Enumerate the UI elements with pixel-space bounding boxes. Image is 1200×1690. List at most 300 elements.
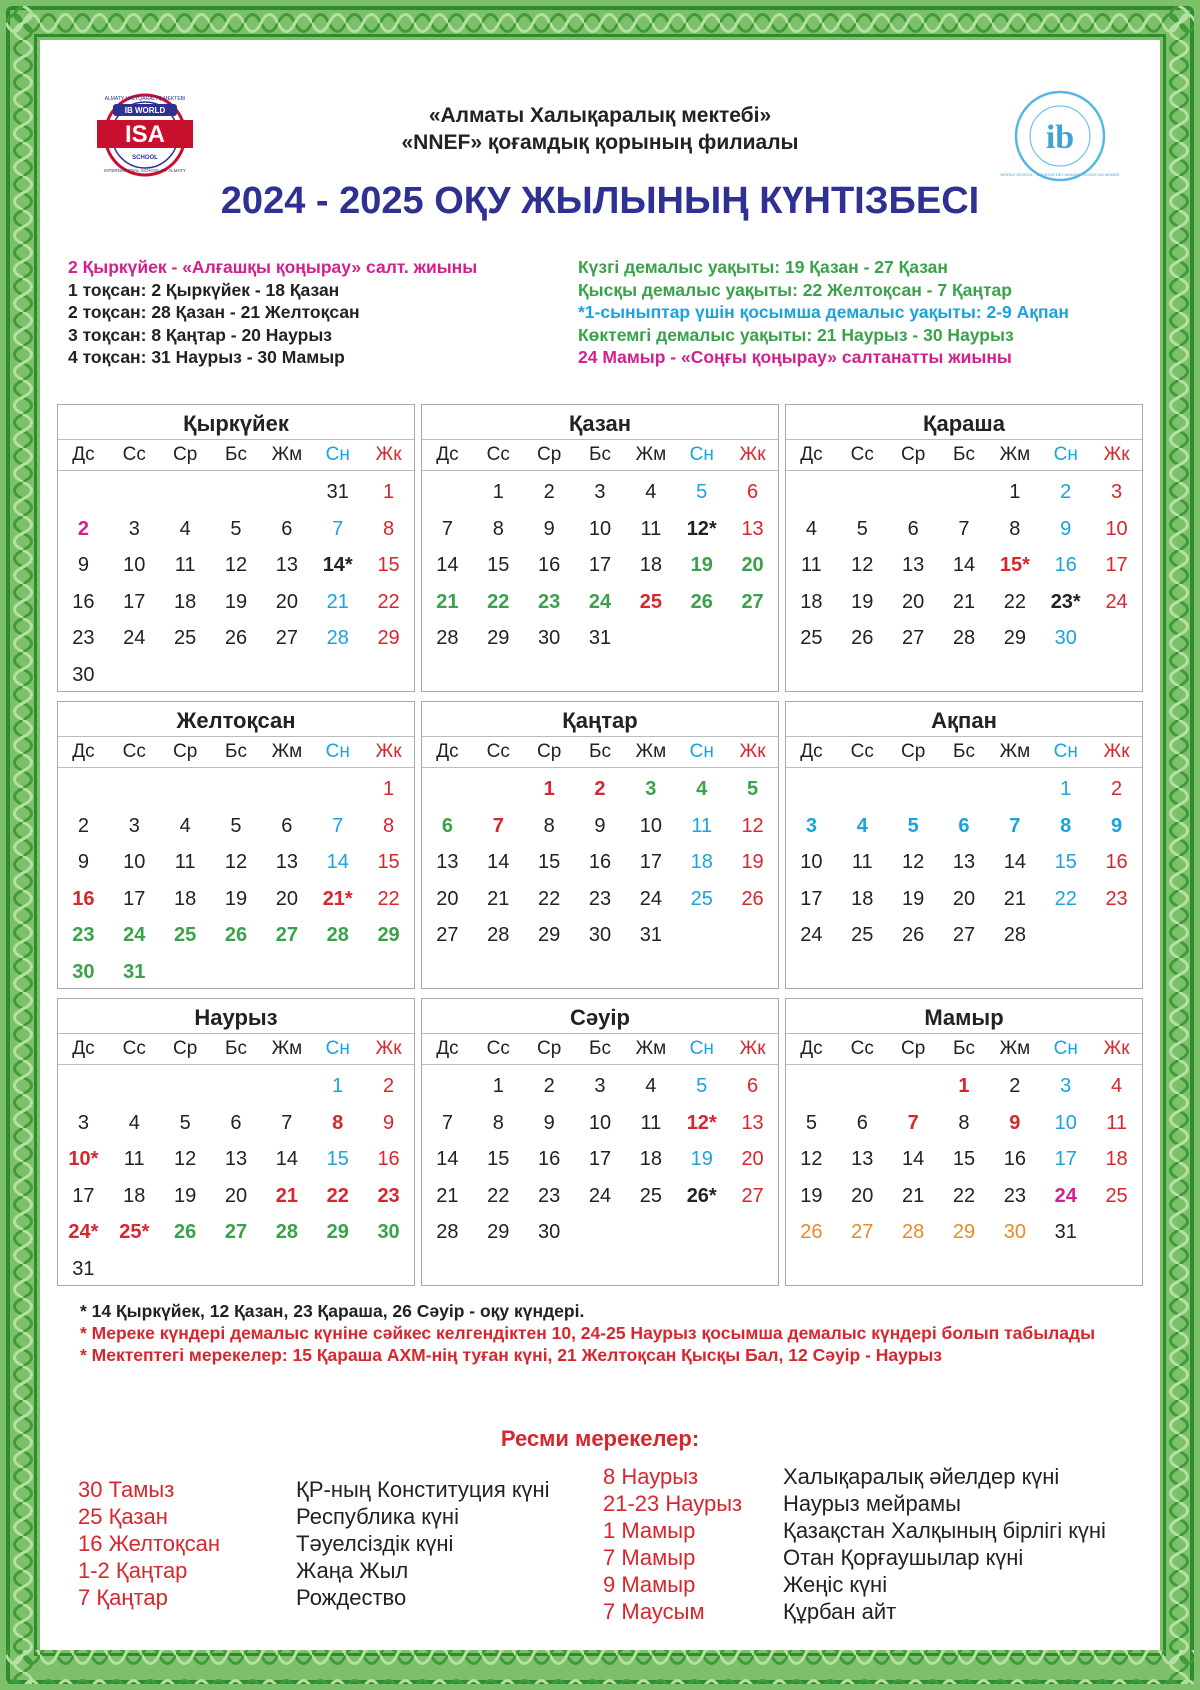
day-cell: 22 [377,887,400,910]
day-cell: 15 [326,1148,349,1171]
weekday-label: Жк [375,444,402,465]
holiday-name: Наурыз мейрамы [783,1491,961,1516]
month-calendar [785,404,1143,692]
weekday-label: Жк [739,741,766,762]
day-cell: 20 [436,887,459,910]
day-cell: 25* [119,1221,150,1244]
day-cell: 11 [174,851,196,874]
day-cell: 24 [1105,590,1128,613]
day-cell: 10 [1054,1111,1077,1134]
day-cell: 31 [123,960,146,983]
isa-logo-ring-bottom: INTERNATIONAL SCHOOL OF ALMATY [104,168,186,173]
weekday-label: Дс [436,444,459,465]
day-cell: 23* [1050,590,1081,613]
day-cell: 15 [487,554,510,577]
weekday-label: Дс [72,741,95,762]
month-calendar [785,998,1143,1286]
day-cell: 4 [179,814,191,837]
weekday-label: Жк [739,1038,766,1059]
day-cell: 2 [77,814,89,837]
holiday-date: 9 Мамыр [603,1572,696,1597]
day-cell: 30 [72,663,95,686]
day-cell: 7 [281,1111,293,1134]
day-cell: 2 [383,1075,395,1097]
holiday-dates-left [78,1476,220,1611]
day-cell: 16 [72,887,95,910]
day-cell: 1 [492,1075,504,1097]
month-name: Қаңтар [562,708,638,733]
day-grid [58,471,414,694]
holiday-date: 7 Маусым [603,1599,705,1624]
day-cell: 25 [174,924,197,947]
day-cell: 10 [639,814,662,837]
day-cell: 17 [1054,1148,1077,1171]
weekday-header [786,1033,1142,1065]
holiday-date: 21-23 Наурыз [603,1491,743,1516]
day-cell: 3 [128,814,140,837]
day-cell: 5 [230,517,242,540]
day-cell: 7 [492,814,504,837]
school-name: «Алматы Халықаралық мектебі» [428,104,772,127]
weekday-label: Ср [537,444,562,465]
day-cell: 14 [1003,851,1026,874]
ib-logo-ring: WORLD SCHOOL · COLEGIO DEL MUNDO · ÉCOLE DU MONDE [1000,172,1120,177]
weekday-label: Жм [635,1038,667,1059]
day-cell: 5 [747,778,759,800]
weekday-header [422,439,778,471]
day-cell: 1 [492,481,504,503]
day-cell: 14 [952,554,976,577]
day-cell: 2 [77,517,89,540]
weekday-label: Жм [999,444,1031,465]
day-cell: 4 [179,517,191,540]
day-cell: 1 [1009,481,1021,503]
day-cell: 2 [543,481,555,503]
day-cell: 28 [436,1221,459,1244]
day-cell: 16 [1105,851,1128,874]
day-cell: 22 [377,590,400,613]
day-cell: 12 [174,1148,197,1171]
day-cell: 17 [588,1148,612,1171]
footnotes [80,1300,1130,1366]
day-cell: 11 [174,554,196,577]
day-cell: 8 [492,1111,504,1134]
day-cell: 30 [377,1221,400,1244]
day-cell: 26 [851,627,874,650]
weekday-label: Сн [1053,741,1078,762]
day-cell: 10 [123,554,146,577]
day-cell: 22 [487,590,510,613]
day-cell: 7 [907,1111,919,1134]
day-cell: 19 [174,1184,197,1207]
day-cell: 24 [1054,1184,1077,1207]
info-right-line: *1-сыныптар үшін қосымша демалыс уақыты: 2-9 Ақпан [578,302,1069,322]
day-cell: 28 [275,1221,298,1244]
day-cell: 11 [1106,1111,1127,1134]
day-cell: 2 [594,778,606,800]
day-cell: 5 [179,1111,191,1134]
day-cell: 12 [224,851,248,874]
holiday-date: 25 Қазан [78,1504,168,1529]
day-cell: 15* [999,554,1030,577]
info-left [68,256,477,369]
day-cell: 12 [741,814,764,837]
day-cell: 28 [326,924,349,947]
day-cell: 19 [690,554,713,577]
month-calendar [421,404,779,692]
day-cell: 7 [958,517,970,540]
day-cell: 1 [543,778,555,800]
day-cell: 14 [275,1148,298,1171]
info-right [578,256,1069,369]
weekday-label: Сн [325,741,350,762]
weekday-label: Ср [901,444,926,465]
day-cell: 27 [851,1221,874,1244]
day-cell: 23 [588,887,612,910]
day-cell: 30 [538,627,561,650]
weekday-label: Дс [72,444,95,465]
day-cell: 18 [800,590,823,613]
day-cell: 5 [856,517,868,540]
day-grid [422,471,778,657]
weekday-label: Жк [739,444,766,465]
day-grid [422,1065,778,1251]
day-cell: 11 [640,517,662,540]
day-cell: 10 [123,851,146,874]
holiday-date: 7 Қаңтар [78,1585,168,1610]
day-cell: 4 [645,481,657,503]
weekday-label: Жм [635,741,667,762]
weekday-label: Жк [1103,1038,1130,1059]
day-cell: 10* [68,1148,99,1171]
day-cell: 6 [230,1111,242,1134]
weekday-label: Сс [486,741,510,762]
day-cell: 16 [538,1148,561,1171]
ib-logo-mark: ib [1045,119,1075,156]
weekday-label: Сс [486,1038,510,1059]
day-cell: 8 [1060,814,1072,837]
holiday-date: 30 Тамыз [78,1477,175,1502]
day-cell: 26 [224,924,248,947]
month-calendar [57,701,415,989]
day-cell: 31 [639,924,662,947]
day-cell: 18 [851,887,874,910]
day-cell: 28 [436,627,459,650]
month-name: Сәуір [570,1005,630,1030]
weekday-label: Жк [375,1038,402,1059]
day-cell: 21* [322,887,353,910]
weekday-label: Дс [436,741,459,762]
weekday-label: Бс [225,1038,247,1059]
day-cell: 9 [1060,517,1072,540]
day-cell: 16 [377,1148,400,1171]
day-cell: 25 [1105,1184,1128,1207]
holiday-dates-right [603,1463,742,1625]
day-cell: 5 [230,814,242,837]
weekday-label: Сн [325,1038,350,1059]
weekday-label: Дс [72,1038,95,1059]
day-cell: 3 [805,814,817,837]
weekday-label: Жм [271,1038,303,1059]
day-cell: 20 [224,1184,248,1207]
day-cell: 16 [538,554,561,577]
month-name: Желтоқсан [176,708,296,733]
day-cell: 19 [800,1184,823,1207]
day-cell: 19 [902,887,925,910]
day-cell: 7 [441,517,453,540]
holiday-name: Халықаралық әйелдер күні [783,1464,1060,1489]
month-calendar [421,701,779,989]
day-cell: 2 [1060,481,1072,503]
day-cell: 25 [639,590,662,613]
day-cell: 7 [332,517,344,540]
footnote: * Мектептегі мерекелер: 15 Қараша АХМ-нің туған күні, 21 Желтоқсан Қысқы Бал, 12 Сәуір - Наурыз [80,1345,942,1365]
weekday-label: Бс [589,741,611,762]
weekday-label: Бс [225,444,247,465]
day-cell: 18 [690,851,713,874]
weekday-label: Бс [225,741,247,762]
day-cell: 21 [275,1184,298,1207]
holiday-name: Республика күні [296,1504,459,1529]
day-cell: 4 [856,814,868,837]
day-cell: 5 [696,1075,708,1097]
day-cell: 18 [123,1184,146,1207]
day-grid [58,1065,414,1288]
info-left-line: 3 тоқсан: 8 Қаңтар - 20 Наурыз [68,324,332,345]
day-cell: 27 [952,924,976,947]
day-cell: 29 [538,924,561,947]
day-cell: 26* [686,1184,717,1207]
day-cell: 3 [1060,1075,1072,1097]
day-cell: 18 [639,1148,662,1171]
day-cell: 21 [487,887,510,910]
day-cell: 6 [958,814,970,837]
day-cell: 27 [741,590,764,613]
day-cell: 25 [639,1184,662,1207]
day-cell: 8 [332,1111,344,1134]
day-cell: 4 [128,1111,140,1134]
day-cell: 22 [538,887,561,910]
weekday-label: Дс [800,741,823,762]
day-cell: 26 [800,1221,823,1244]
day-cell: 12 [800,1148,823,1171]
weekday-label: Сн [689,741,714,762]
month-name: Қыркүйек [183,411,289,436]
day-cell: 13 [436,851,459,874]
day-cell: 28 [487,924,510,947]
holiday-name: Жаңа Жыл [296,1558,409,1583]
info-right-line: Қысқы демалыс уақыты: 22 Желтоқсан - 7 Қаңтар [578,279,1012,300]
isa-logo-sub: SCHOOL [132,155,158,161]
day-cell: 14 [436,554,459,577]
day-cell: 3 [645,778,657,800]
day-cell: 4 [805,517,817,540]
day-cell: 4 [696,778,708,800]
day-cell: 3 [128,517,140,540]
month-name: Мамыр [924,1005,1004,1030]
day-cell: 6 [441,814,453,837]
day-cell: 12* [686,1111,717,1134]
weekday-label: Бс [589,444,611,465]
weekday-label: Сн [689,1038,714,1059]
day-cell: 6 [907,517,919,540]
day-cell: 27 [741,1184,764,1207]
day-cell: 1 [1060,778,1072,800]
day-cell: 29 [487,1221,510,1244]
day-cell: 28 [1003,924,1026,947]
holiday-name: ҚР-ның Конституция күні [296,1477,550,1502]
info-right-line: 24 Мамыр - «Соңғы қоңырау» салтанатты жиыны [578,347,1012,367]
weekday-label: Сн [1053,1038,1078,1059]
day-cell: 17 [1105,554,1128,577]
day-cell: 21 [1003,887,1026,910]
day-cell: 9 [1111,814,1123,837]
day-cell: 8 [1009,517,1021,540]
weekday-label: Сс [850,1038,874,1059]
weekday-label: Жм [999,741,1031,762]
ib-logo [1000,88,1120,184]
weekday-header [58,736,414,768]
weekday-header [58,439,414,471]
day-cell: 27 [275,924,298,947]
day-cell: 27 [902,627,925,650]
weekday-header [422,1033,778,1065]
day-grid [786,768,1142,954]
day-cell: 13 [952,851,976,874]
day-cell: 29 [1003,627,1026,650]
day-cell: 6 [856,1111,868,1134]
weekday-label: Ср [901,741,926,762]
day-cell: 20 [902,590,925,613]
day-cell: 28 [326,627,349,650]
day-cell: 24 [639,887,662,910]
day-cell: 13 [224,1148,248,1171]
day-cell: 23 [1003,1184,1026,1207]
info-left-line: 2 Қыркүйек - «Алғашқы қоңырау» салт. жиыны [68,257,478,277]
day-cell: 8 [383,814,395,837]
day-cell: 7 [1009,814,1021,837]
day-cell: 20 [741,554,764,577]
day-cell: 27 [275,627,298,650]
weekday-label: Ср [901,1038,926,1059]
weekday-label: Жк [1103,741,1130,762]
holiday-date: 8 Наурыз [603,1464,699,1489]
weekday-label: Ср [173,1038,198,1059]
day-cell: 25 [690,887,713,910]
month-calendar [57,998,415,1286]
weekday-header [58,1033,414,1065]
info-right-line: Күзгі демалыс уақыты: 19 Қазан - 27 Қазан [578,257,948,277]
day-cell: 18 [1105,1148,1128,1171]
month-name: Қазан [568,411,632,436]
day-cell: 13 [741,1111,764,1134]
day-cell: 7 [332,814,344,837]
weekday-label: Бс [953,741,975,762]
day-cell: 24 [588,590,612,613]
day-cell: 9 [77,851,89,874]
day-cell: 24 [588,1184,612,1207]
day-cell: 8 [543,814,555,837]
weekday-label: Сн [1053,444,1078,465]
day-cell: 16 [588,851,612,874]
day-cell: 18 [639,554,662,577]
weekday-header [786,439,1142,471]
day-cell: 26 [174,1221,197,1244]
day-cell: 30 [538,1221,561,1244]
weekday-label: Жк [375,741,402,762]
day-cell: 31 [72,1257,95,1280]
day-cell: 6 [281,814,293,837]
weekday-label: Ср [173,741,198,762]
day-cell: 26 [741,887,764,910]
day-cell: 31 [1054,1221,1077,1244]
day-cell: 12 [902,851,925,874]
day-cell: 26 [224,627,248,650]
day-cell: 3 [594,1075,606,1097]
weekday-header [422,736,778,768]
day-cell: 17 [72,1184,95,1207]
day-cell: 23 [1105,887,1128,910]
day-cell: 13 [741,517,764,540]
day-cell: 20 [952,887,976,910]
day-cell: 17 [123,590,146,613]
day-cell: 3 [594,481,606,503]
day-cell: 27 [436,924,459,947]
day-cell: 25 [800,627,823,650]
day-cell: 26 [902,924,925,947]
day-cell: 5 [805,1111,817,1134]
page-title: 2024 - 2025 ОҚУ ЖЫЛЫНЫҢ КҮНТІЗБЕСІ [220,180,980,222]
day-cell: 10 [588,1111,612,1134]
day-cell: 10 [800,851,823,874]
weekday-label: Ср [537,741,562,762]
isa-logo [95,92,195,178]
day-cell: 19 [224,590,248,613]
weekday-label: Жм [271,741,303,762]
weekday-label: Ср [173,444,198,465]
day-cell: 5 [696,481,708,503]
day-cell: 21 [326,590,349,613]
holiday-name: Құрбан айт [783,1599,897,1624]
weekday-label: Ср [537,1038,562,1059]
day-cell: 22 [487,1184,510,1207]
day-cell: 27 [224,1221,248,1244]
day-cell: 16 [1003,1148,1026,1171]
day-cell: 15 [487,1148,510,1171]
day-cell: 2 [543,1075,555,1097]
month-name: Наурыз [194,1005,278,1030]
info-left-line: 1 тоқсан: 2 Қыркүйек - 18 Қазан [68,279,340,300]
day-cell: 29 [326,1221,349,1244]
day-cell: 21 [436,590,459,613]
weekday-label: Сс [122,444,146,465]
day-cell: 2 [1111,778,1123,800]
weekday-label: Сс [122,741,146,762]
holiday-name: Отан Қорғаушылар күні [783,1545,1024,1570]
day-cell: 9 [543,1111,555,1134]
holiday-name: Жеңіс күні [783,1572,888,1597]
day-grid [58,768,414,991]
day-cell: 6 [747,481,759,503]
day-cell: 14 [487,851,510,874]
day-cell: 6 [281,517,293,540]
day-cell: 1 [332,1075,344,1097]
day-cell: 22 [1003,590,1026,613]
day-cell: 24 [123,627,146,650]
day-grid [786,1065,1142,1251]
day-cell: 9 [383,1111,395,1134]
weekday-header [786,736,1142,768]
